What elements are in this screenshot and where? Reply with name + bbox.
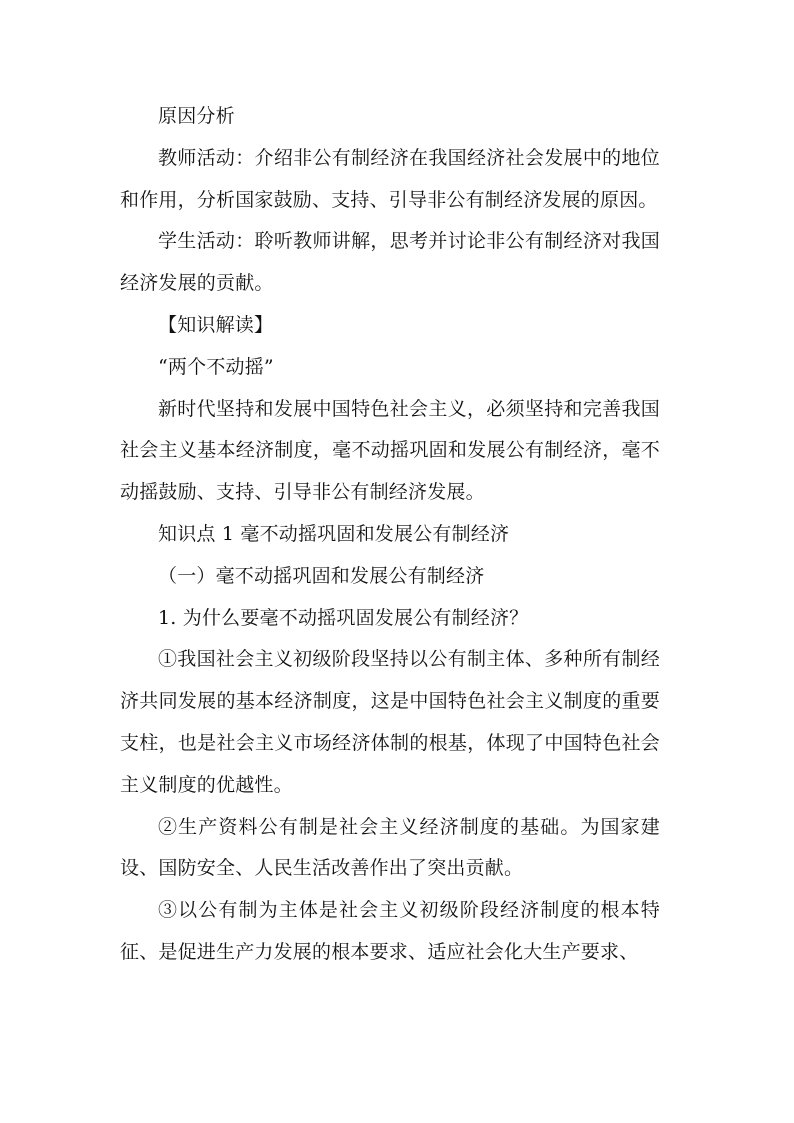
document-body: [120, 96, 660, 974]
question-1-heading: 1. 为什么要毫不动摇巩固发展公有制经济？: [158, 606, 529, 629]
point-2-paragraph: ②生产资料公有制是社会主义经济制度的基础。为国家建设、国防安全、人民生活改善作出了突出贡献。: [120, 815, 660, 880]
new-era-paragraph: 新时代坚持和发展中国特色社会主义，必须坚持和完善我国社会主义基本经济制度，毫不动摇巩固和发展公有制经济，毫不动摇鼓励、支持、引导非公有制经济发展。: [120, 397, 660, 504]
student-activity-paragraph: 学生活动：聆听教师讲解，思考并讨论非公有制经济对我国经济发展的贡献。: [120, 230, 660, 295]
teacher-activity-paragraph: 教师活动：介绍非公有制经济在我国经济社会发展中的地位和作用，分析国家鼓励、支持、引导非公有制经济发展的原因。: [120, 146, 660, 211]
knowledge-point-1-heading: 知识点 1 毫不动摇巩固和发展公有制经济: [158, 522, 510, 545]
section-heading-cause-analysis: 原因分析: [158, 105, 235, 127]
point-1-paragraph: ①我国社会主义初级阶段坚持以公有制主体、多种所有制经济共同发展的基本经济制度，这是中国特色社会主义制度的重要支柱，也是社会主义市场经济体制的根基，体现了中国特色社会主义制度的优越性。: [120, 648, 660, 796]
point-3-paragraph: ③以公有制为主体是社会主义初级阶段经济制度的根本特征、是促进生产力发展的根本要求、适应社会化大生产要求、: [120, 899, 660, 963]
subsection-1-heading: （一）毫不动摇巩固和发展公有制经济: [158, 564, 485, 587]
two-unwavering-heading: “两个不动摇”: [158, 355, 274, 378]
knowledge-interpretation-heading: 【知识解读】: [158, 313, 274, 336]
